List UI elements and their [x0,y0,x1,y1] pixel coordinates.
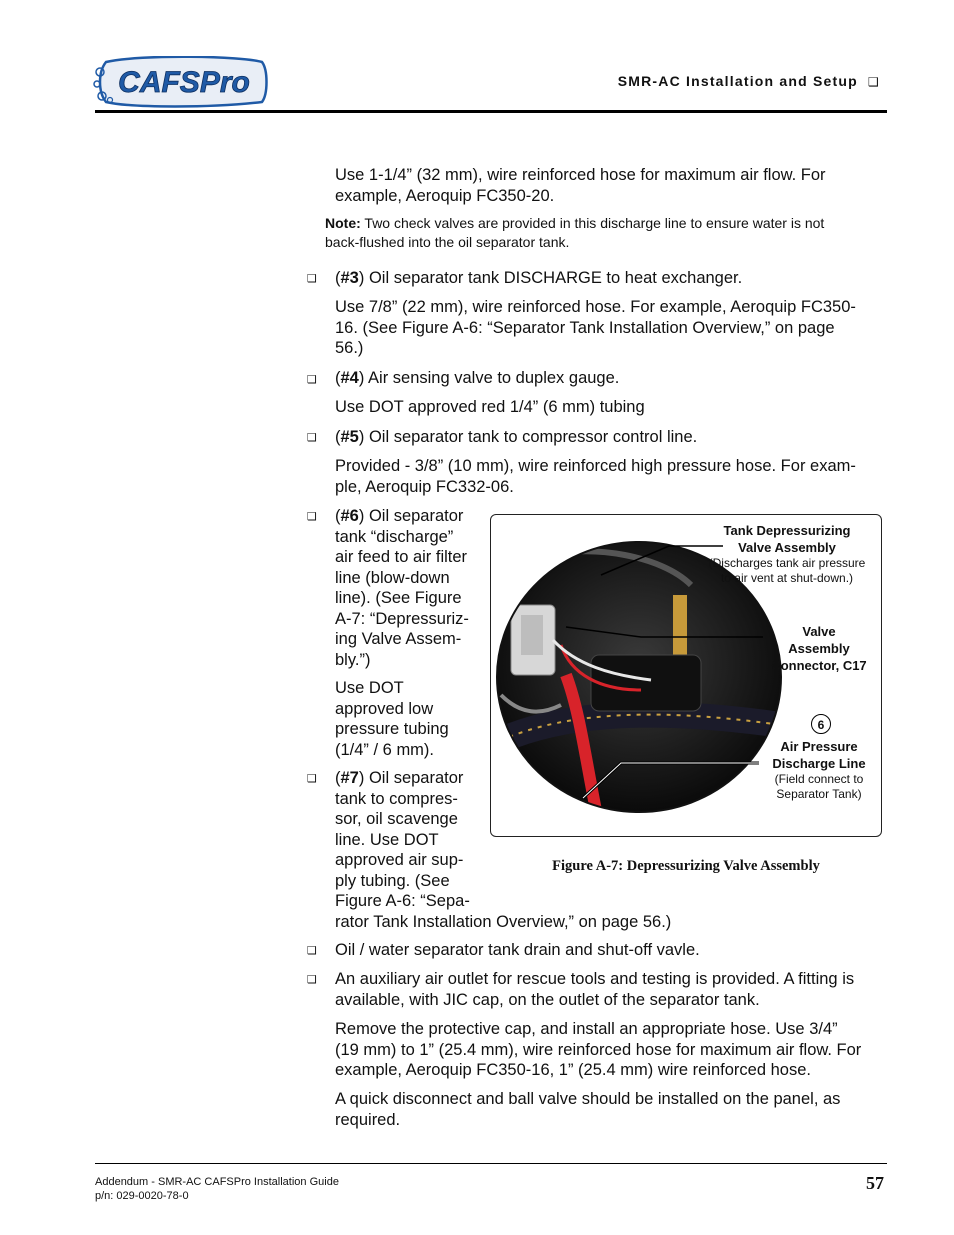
footer-doc-info: Addendum - SMR-AC CAFSPro Installation Guide p/n: 029-0020-78-0 [95,1176,339,1202]
callout-connector: Valve Assembly Connector, C17 [771,624,867,673]
checkbox-icon: ❑ [868,75,880,89]
intro-paragraph: Use 1-1/4” (32 mm), wire reinforced hose for maximum air flow. For example, Aeroquip FC350-20. [335,166,826,205]
figure-frame [490,514,882,837]
list-item: (#3) Oil separator tank DISCHARGE to heat exchanger. [335,269,743,287]
header-title: SMR-AC Installation and Setup ❑ [617,73,880,89]
cafspro-logo [92,56,268,108]
list-item: Oil / water separator tank drain and shut-off vavle. [335,941,700,959]
checkbox-icon: ❑ [307,374,317,386]
checkbox-icon: ❑ [307,273,317,285]
callout-depressurizing-valve: Tank Depressurizing Valve Assembly (Discharges tank air pressure to air vent at shut-down.) [708,523,866,585]
checkbox-icon: ❑ [307,945,317,957]
checkbox-icon: ❑ [307,974,317,986]
note-paragraph: Note: Two check valves are provided in this discharge line to ensure water is not back-flushed into the oil separator tank. [325,215,825,250]
list-item: (#4) Air sensing valve to duplex gauge. [335,369,620,387]
list-item: (#6) Oil separator tank “discharge” air feed to air filter line (blow-down line). (See Figure A-7: “Depressuriz- ing Valve Assem- bly.”) [335,507,469,669]
checkbox-icon: ❑ [307,432,317,444]
list-item-detail: Use 7/8” (22 mm), wire reinforced hose. For example, Aeroquip FC350- 16. (See Figure A-6: “Separator Tank Installation Overview,” on page 56.) [335,298,856,357]
header-rule [95,110,887,113]
list-item: An auxiliary air outlet for rescue tools and testing is provided. A fitting is available, with JIC cap, on the outlet of the separator tank. [335,970,855,1009]
list-item-detail: Use DOT approved red 1/4” (6 mm) tubing [335,398,645,416]
list-item: (#5) Oil separator tank to compressor control line. [335,428,698,446]
callout-discharge-line: Air Pressure Discharge Line (Field connect to Separator Tank) [772,739,866,801]
callout-number-badge: 6 [811,714,831,734]
figure-caption: Figure A-7: Depressurizing Valve Assembly [552,858,820,874]
list-item-detail: Provided - 3/8” (10 mm), wire reinforced high pressure hose. For exam- ple, Aeroquip FC332-06. [335,457,856,496]
svg-text:CAFSPro: CAFSPro [118,66,250,99]
checkbox-icon: ❑ [307,773,317,785]
footer-rule [95,1163,887,1164]
list-item-detail: Use DOT approved low pressure tubing (1/4” / 6 mm). [335,679,449,759]
list-item-detail: Remove the protective cap, and install an appropriate hose. Use 3/4” (19 mm) to 1” (25.4 mm), wire reinforced hose for maximum air flow. For example, Aeroquip FC350-16, 1” (25.4 mm) wire reinforced hose. [335,1020,862,1079]
checkbox-icon: ❑ [307,511,317,523]
page-number: 57 [866,1173,884,1193]
list-item-detail: A quick disconnect and ball valve should be installed on the panel, as required. [335,1090,841,1129]
list-item: (#7) Oil separator tank to compres- sor, oil scavenge line. Use DOT approved air sup- ply tubing. (See Figure A-6: “Sepa- rator Tank Installation Overview,” on page 56.) [335,769,672,931]
